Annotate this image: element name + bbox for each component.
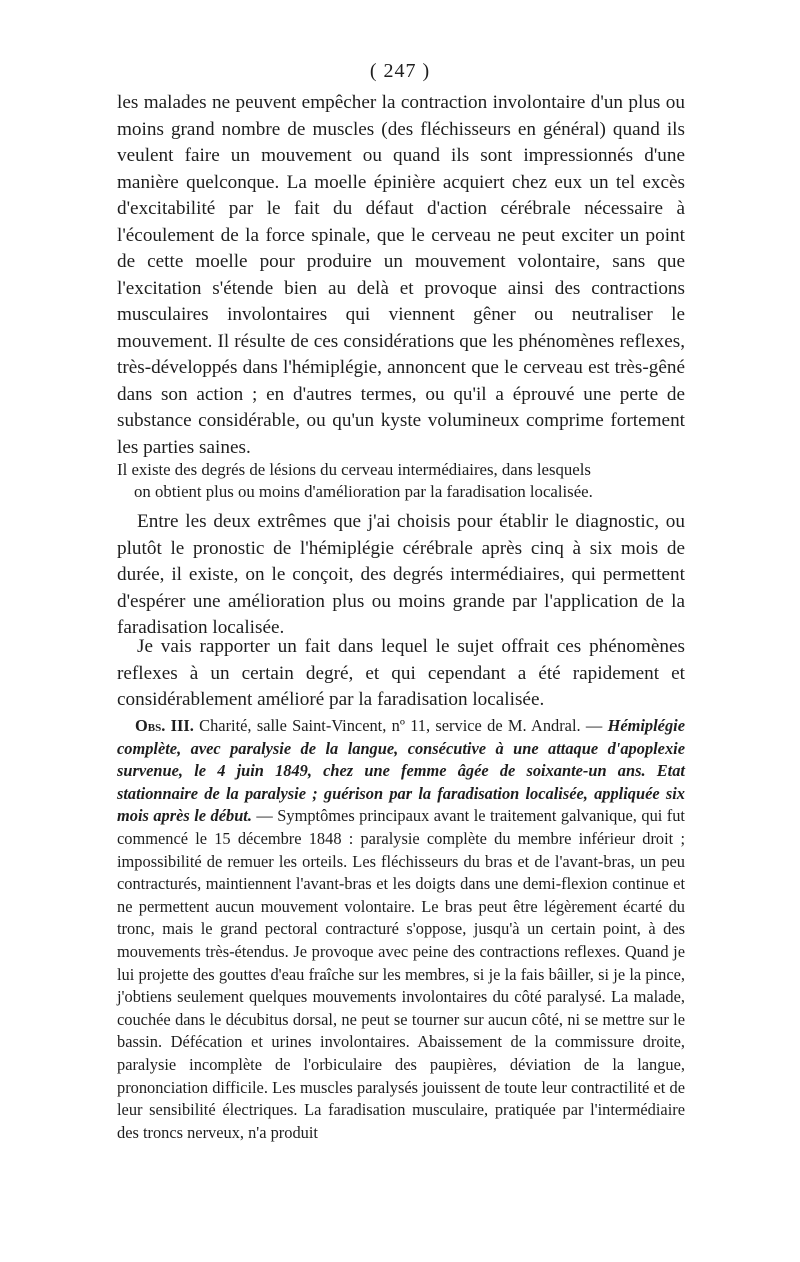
paragraph-case-intro [117,634,685,714]
section-heading-line-1: Il existe des degrés de lésions du cerveau intermédiaires, dans lesquels [117,460,591,479]
observation-location: Charité, salle Saint-Vincent, nº 11, service de M. Andral. — [193,716,608,735]
observation-title: Hémiplégie complète, avec paralysie de la langue, consécutive à une attaque d'apoplexie survenue, le 4 juin 1849, chez une femme âgée de soixante-un ans. Etat stationnaire de la paralysie ; guérison par la faradisation localisée, appliquée six mois après le début. [117,716,685,826]
section-heading [117,459,685,503]
page-number: ( 247 ) [369,60,431,82]
observation-body: — Symptômes principaux avant le traitement galvanique, qui fut commencé le 15 décembre 1848 : paralysie complète du membre inférieur droit ; impossibilité de remuer les orteils. Les fléchisseurs du bras et de l'avant-bras, un peu contracturés, maintiennent l'avant-bras et les doigts dans une demi-flexion continue et ne permettent aucun mouvement volontaire. Le bras peut être légèrement écarté du tronc, mais le grand pectoral contracturé s'oppose, jusqu'à un certain point, à des mouvements très-étendus. Je provoque avec peine des contractions reflexes. Quand je lui projette des gouttes d'eau fraîche sur les membres, si je la fais bâiller, si je la pince, j'obtiens seulement quelques mouvements involontaires du côté paralysé. La malade, couchée dans le décubitus dorsal, ne peut se tourner sur aucun côté, ni se mettre sur le bassin. Défécation et urines involontaires. Abaissement de la commissure droite, paralysie incomplète de l'orbiculaire des paupières, déviation de la langue, prononciation difficile. Les muscles paralysés jouissent de toute leur contractilité et de leur sensibilité électriques. La faradisation musculaire, pratiquée par l'intermédiaire des troncs nerveux, n'a produit [117,806,685,1142]
paragraph-text: les malades ne peuvent empêcher la contraction involontaire d'un plus ou moins grand nombre de muscles (des fléchisseurs en général) quand ils veulent faire un mouvement ou quand ils sont impressionnés d'une manière quelconque. La moelle épinière acquiert chez eux un tel excès d'excitabilité par le fait du défaut d'action cérébrale nécessaire à l'écoulement de la force spinale, que le cerveau ne peut exciter un point de cette moelle pour produire un mouvement volontaire, sans que l'excitation s'étende bien au delà et provoque ainsi des contractions musculaires involontaires qui viennent gêner ou neutraliser le mouvement. Il résulte de ces considérations que les phénomènes reflexes, très-développés dans l'hémiplégie, annoncent que le cerveau est très-gêné dans son action ; en d'autres termes, ou qu'il a éprouvé une perte de substance considérable, ou qu'un kyste volumineux comprime fortement les parties saines. [117,92,685,458]
paragraph-text: Je vais rapporter un fait dans lequel le sujet offrait ces phénomènes reflexes à un certain degré, et qui cependant a été rapidement et considérablement amélioré par la faradisation localisée. [117,636,685,710]
observation-label: Obs. III. [135,716,194,735]
section-heading-line-2: on obtient plus ou moins d'amélioration par la faradisation localisée. [134,482,593,501]
observation-text [117,715,685,1144]
paragraph-continuation [117,90,685,461]
observation-case-3 [117,715,685,1144]
paragraph-intermediate-degrees [117,509,685,642]
paragraph-text: Entre les deux extrêmes que j'ai choisis pour établir le diagnostic, ou plutôt le pronostic de l'hémiplégie cérébrale après cinq à six mois de durée, il existe, on le conçoit, des degrés intermédiaires, qui permettent d'espérer une amélioration plus ou moins grande par l'application de la faradisation localisée. [117,511,685,638]
